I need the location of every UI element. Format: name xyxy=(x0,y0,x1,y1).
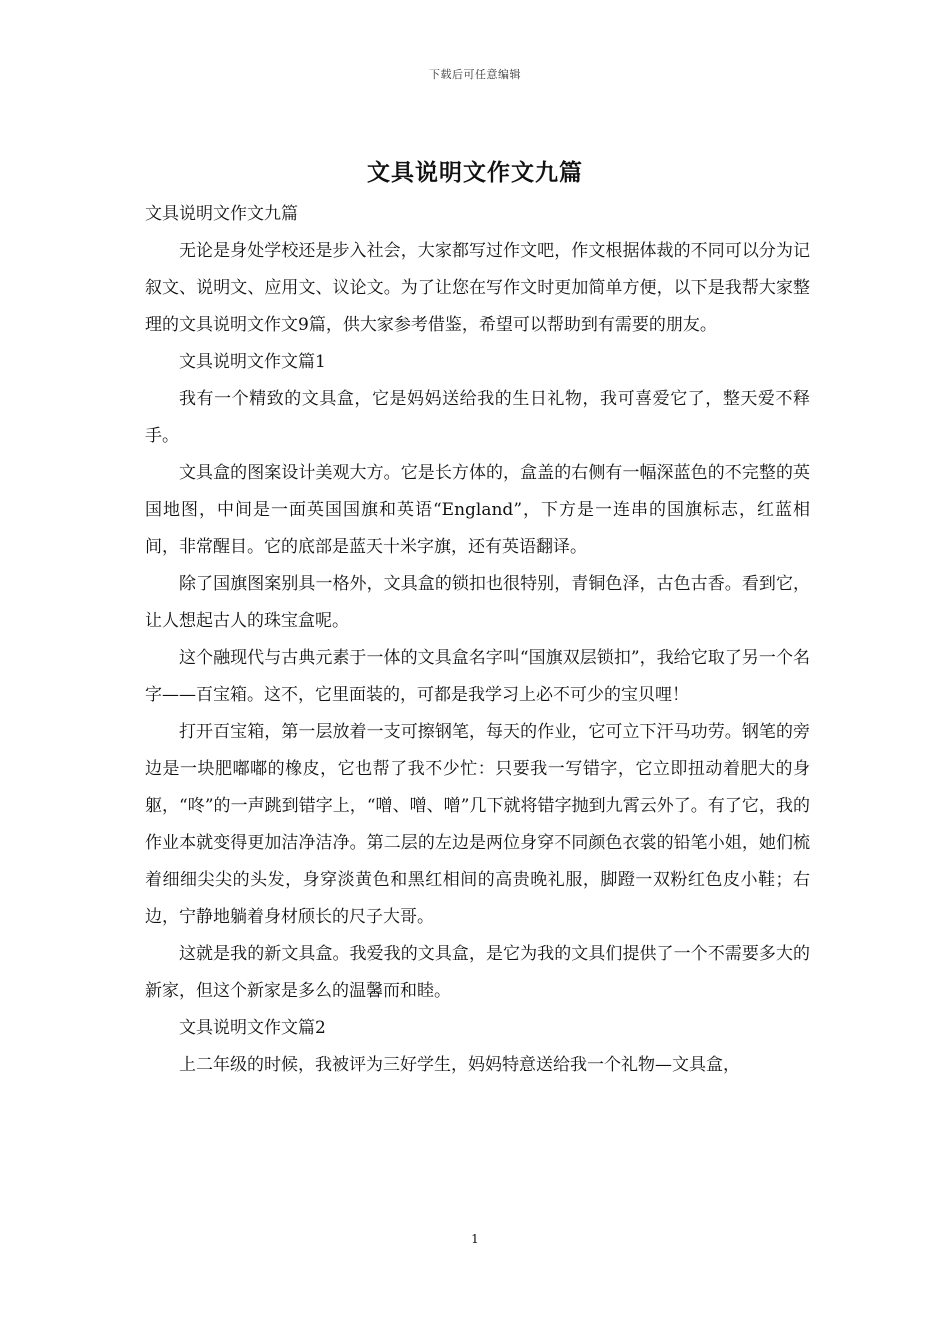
paragraph: 我有一个精致的文具盒，它是妈妈送给我的生日礼物，我可喜爱它了，整天爱不释手。 xyxy=(145,389,810,446)
paragraph: 这就是我的新文具盒。我爱我的文具盒，是它为我的文具们提供了一个不需要多大的新家，但这个新家是多么的温馨而和睦。 xyxy=(145,944,810,1001)
paragraph: 文具盒的图案设计美观大方。它是长方体的，盒盖的右侧有一幅深蓝色的不完整的英国地图，中间是一面英国国旗和英语“England”，下方是一连串的国旗标志，红蓝相间，非常醒目。它的底部是蓝天十米字旗，还有英语翻译。 xyxy=(145,463,810,557)
paragraph-intro: 无论是身处学校还是步入社会，大家都写过作文吧，作文根据体裁的不同可以分为记叙文、说明文、应用文、议论文。为了让您在写作文时更加简单方便，以下是我帮大家整理的文具说明文作文9篇，供大家参考借鉴，希望可以帮助到有需要的朋友。 xyxy=(145,241,810,335)
section-heading-1: 文具说明文作文篇1 xyxy=(179,352,326,372)
subtitle: 文具说明文作文九篇 xyxy=(145,204,298,224)
paragraph: 上二年级的时候，我被评为三好学生，妈妈特意送给我一个礼物—文具盒， xyxy=(179,1055,740,1075)
page-number: 1 xyxy=(471,1232,479,1246)
header-note: 下载后可任意编辑 xyxy=(429,68,521,81)
paragraph: 除了国旗图案别具一格外，文具盒的锁扣也很特别，青铜色泽，古色古香。看到它，让人想起古人的珠宝盒呢。 xyxy=(145,574,810,631)
section-heading-2: 文具说明文作文篇2 xyxy=(179,1018,326,1038)
paragraph: 打开百宝箱，第一层放着一支可擦钢笔，每天的作业，它可立下汗马功劳。钢笔的旁边是一块肥嘟嘟的橡皮，它也帮了我不少忙：只要我一写错字，它立即扭动着肥大的身躯，“咚”的一声跳到错字上，“噌、噌、噌”几下就将错字抛到九霄云外了。有了它，我的作业本就变得更加洁净洁净。第二层的左边是两位身穿不同颜色衣裳的铅笔小姐，她们梳着细细尖尖的头发，身穿淡黄色和黑红相间的高贵晚礼服，脚蹬一双粉红色皮小鞋；右边，宁静地躺着身材颀长的尺子大哥。 xyxy=(145,722,810,927)
document-title: 文具说明文作文九篇 xyxy=(367,159,583,186)
paragraph: 这个融现代与古典元素于一体的文具盒名字叫“国旗双层锁扣”，我给它取了另一个名字——百宝箱。这不，它里面装的，可都是我学习上必不可少的宝贝哩！ xyxy=(145,648,810,705)
document-body xyxy=(145,196,810,1084)
